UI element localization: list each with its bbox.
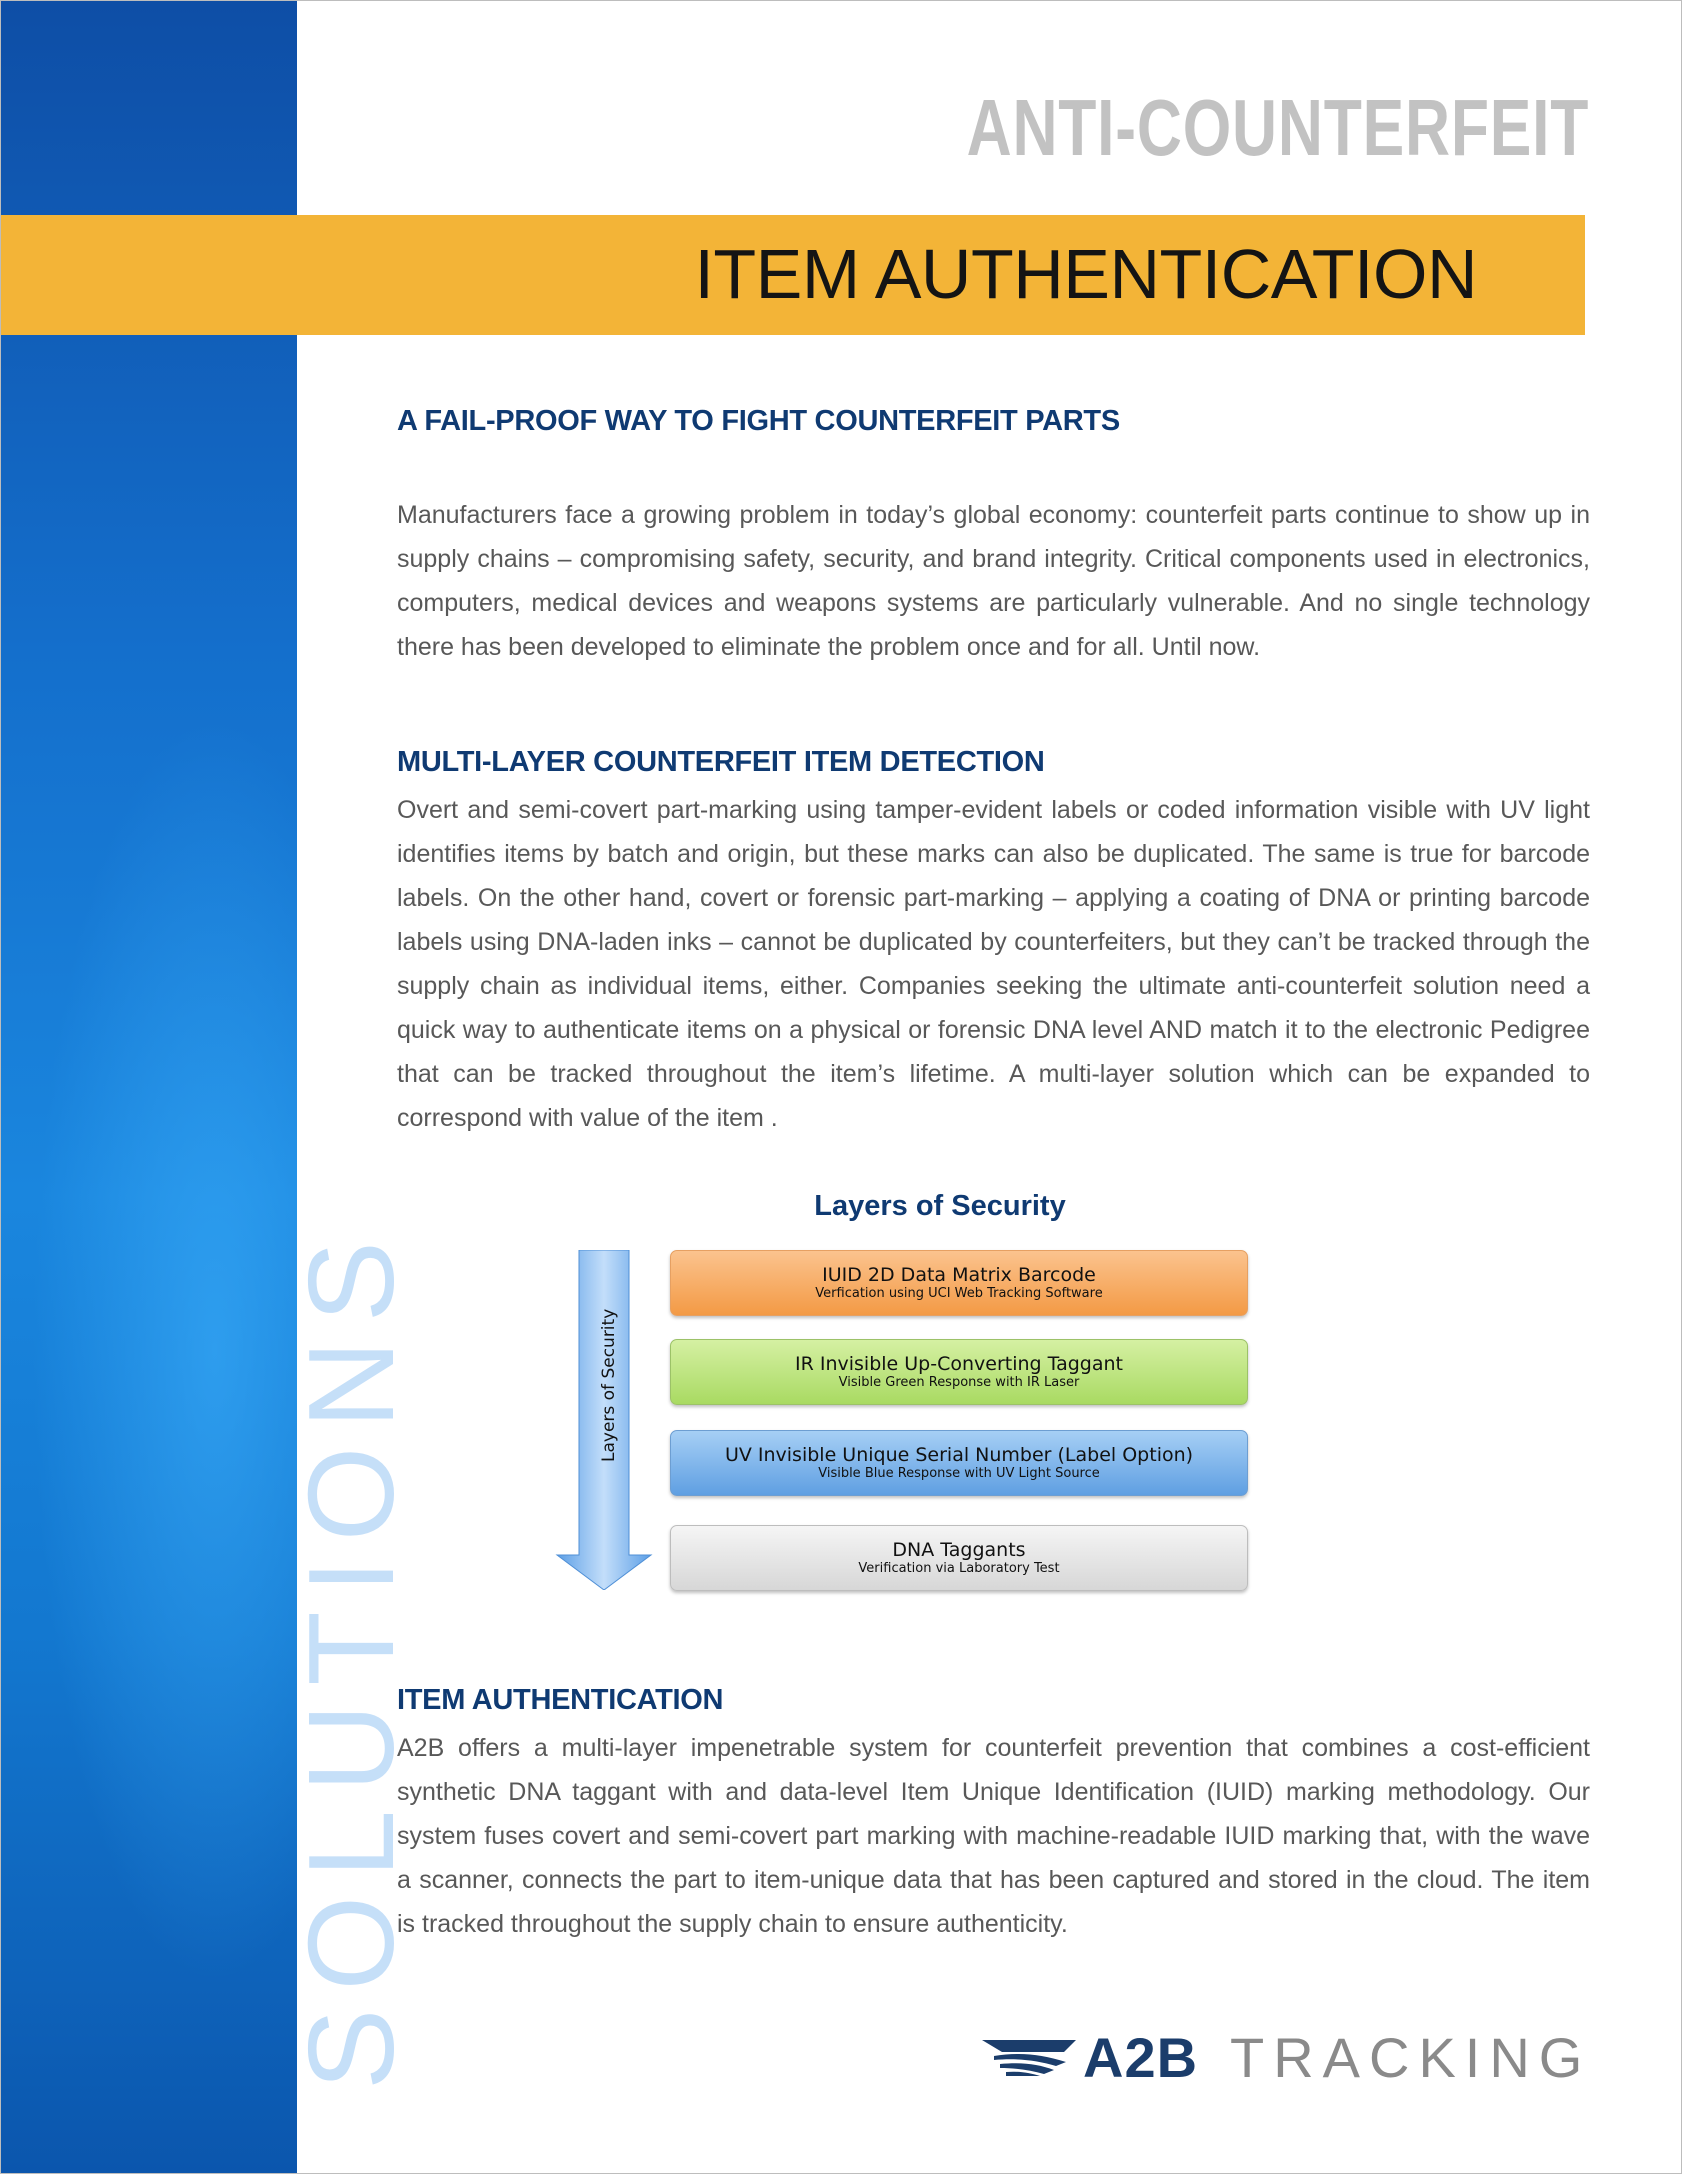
logo-secondary-text: TRACKING [1230, 2026, 1592, 2089]
section-item-authentication-body [397, 1726, 1590, 1946]
layer-dna-taggants [670, 1525, 1248, 1591]
title-banner [0, 215, 1585, 335]
logo-swoosh-icon [980, 2036, 1080, 2078]
page-title: ITEM AUTHENTICATION [694, 235, 1477, 313]
diagram-title: Layers of Security [814, 1190, 1066, 1222]
layer-ir-taggant [670, 1339, 1248, 1405]
section-heading: ITEM AUTHENTICATION [397, 1684, 724, 1716]
layer-title: DNA Taggants [892, 1539, 1026, 1561]
a2b-tracking-logo [980, 2026, 1592, 2090]
section-fail-proof-body [397, 493, 1590, 669]
down-arrow-icon [555, 1250, 655, 1590]
section-body: Overt and semi-covert part-marking using tamper-evident labels or coded information visible with UV light identifies items by batch and origin, but these marks can also be duplicated. The same is true for barcode labels. On the other hand, covert or forensic part-marking – applying a coating of DNA or printing barcode labels using DNA-laden inks – cannot be duplicated by counterfeiters, but they can’t be tracked through the supply chain as individual items, either. Companies seeking the ultimate anti-counterfeit solution need a quick way to authenticate items on a physical or forensic DNA level AND match it to the electronic Pedigree that can be tracked throughout the item’s lifetime. A multi-layer solution which can be expanded to correspond with value of the item . [397, 796, 1590, 1132]
layer-uv-serial [670, 1430, 1248, 1496]
layer-subtitle: Visible Green Response with IR Laser [838, 1375, 1080, 1390]
section-heading: A FAIL-PROOF WAY TO FIGHT COUNTERFEIT PARTS [397, 405, 1120, 437]
layer-subtitle: Verfication using UCI Web Tracking Software [815, 1286, 1103, 1301]
sidebar-vertical-word: SOLUTIONS [283, 1222, 419, 2090]
arrow-label: Layers of Security [599, 1308, 619, 1462]
section-multi-layer-body [397, 788, 1590, 1140]
header-kicker: ANTI-COUNTERFEIT [966, 83, 1589, 172]
section-multi-layer [397, 746, 1590, 779]
layer-title: IR Invisible Up-Converting Taggant [795, 1353, 1123, 1375]
section-heading: MULTI-LAYER COUNTERFEIT ITEM DETECTION [397, 746, 1045, 778]
section-fail-proof [397, 405, 1590, 438]
layer-iuid-barcode [670, 1250, 1248, 1316]
layer-subtitle: Verification via Laboratory Test [858, 1561, 1060, 1576]
layers-of-security-diagram [555, 1185, 1255, 1605]
layer-subtitle: Visible Blue Response with UV Light Source [818, 1466, 1100, 1481]
section-body: A2B offers a multi-layer impenetrable system for counterfeit prevention that combines a cost-efficient synthetic DNA taggant with and data-level Item Unique Identification (IUID) marking methodology. Our system fuses covert and semi-covert part marking with machine-readable IUID marking that, with the wave a scanner, connects the part to item-unique data that has been captured and stored in the cloud. The item is tracked throughout the supply chain to ensure authenticity. [397, 1734, 1590, 1938]
layer-title: IUID 2D Data Matrix Barcode [822, 1264, 1096, 1286]
logo-primary-text: A2B [1083, 2026, 1199, 2089]
section-item-authentication [397, 1684, 1590, 1717]
section-body: Manufacturers face a growing problem in today’s global economy: counterfeit parts continue to show up in supply chains – compromising safety, security, and brand integrity. Critical components used in electronics, computers, medical devices and weapons systems are particularly vulnerable. And no single technology there has been developed to eliminate the problem once and for all. Until now. [397, 501, 1590, 661]
layer-title: UV Invisible Unique Serial Number (Label Option) [724, 1444, 1194, 1466]
